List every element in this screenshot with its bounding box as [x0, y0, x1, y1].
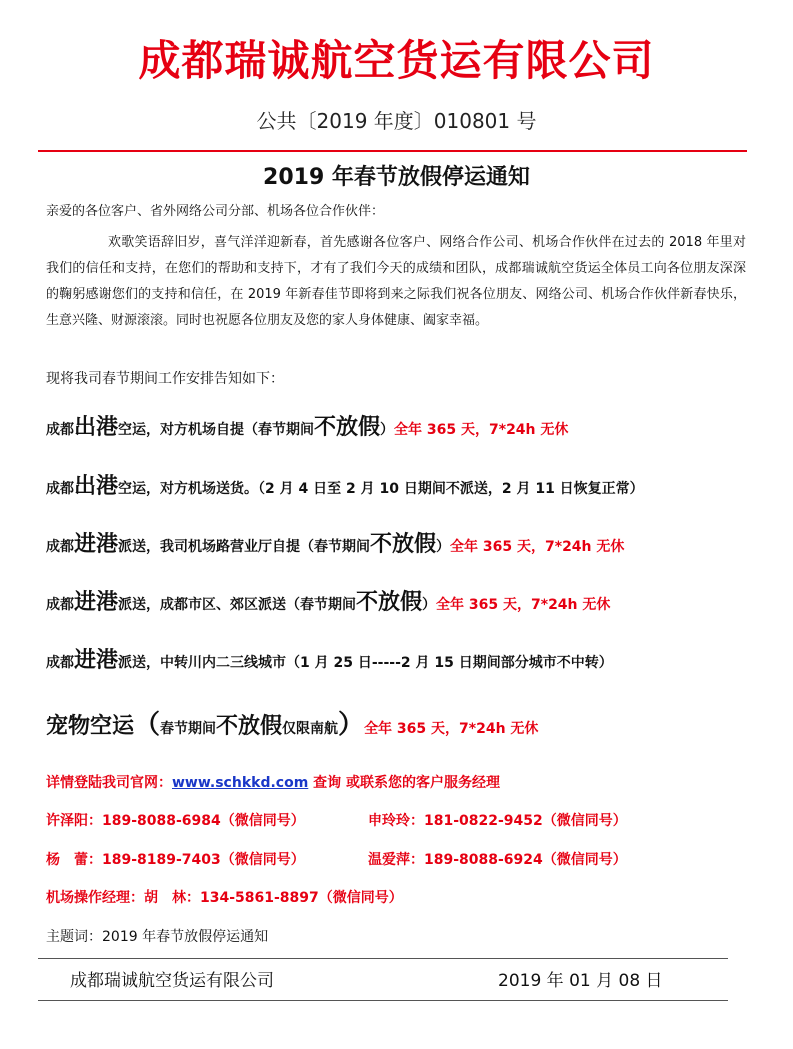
- website-link[interactable]: www.schkkd.com: [172, 775, 309, 791]
- pet-service-line: 宠物空运（春节期间不放假仅限南航）全年 365 天，7*24h 无休: [46, 710, 539, 740]
- service-hours: 全年 365 天，7*24h 无休: [450, 539, 625, 555]
- footer-company: 成都瑞诚航空货运有限公司: [70, 971, 274, 991]
- service-line: 成都进港派送，中转川内二三线城市（1 月 25 日-----2 月 15 日期间部分城市不中转）: [46, 648, 613, 673]
- contact-entry: 温爱萍：189-8088-6924（微信同号）: [368, 852, 627, 868]
- arrangement-intro: 现将我司春节期间工作安排告知如下：: [46, 371, 284, 387]
- footer-date: 2019 年 01 月 08 日: [498, 971, 663, 991]
- service-hours: 全年 365 天，7*24h 无休: [436, 597, 611, 613]
- contact-entry: 许泽阳：189-8088-6984（微信同号）: [46, 813, 305, 829]
- contact-row: [46, 810, 627, 830]
- contact-entry: 杨 蕾：189-8189-7403（微信同号）: [46, 852, 305, 868]
- header-divider: [38, 150, 747, 152]
- footer-divider-bottom: [38, 1000, 728, 1001]
- service-line: 成都进港派送，成都市区、郊区派送（春节期间不放假）全年 365 天，7*24h 无休: [46, 590, 611, 615]
- document-number: 公共〔2019 年度〕010801 号: [256, 109, 537, 133]
- service-hours: 全年 365 天，7*24h 无休: [364, 721, 539, 737]
- service-line: 成都出港空运，对方机场自提（春节期间不放假）全年 365 天，7*24h 无休: [46, 415, 569, 440]
- body-paragraph: 欢歌笑语辞旧岁，喜气洋洋迎新春，首先感谢各位客户、网络合作公司、机场合作伙伴在过去的 2018 年里对我们的信任和支持，在您们的帮助和支持下，才有了我们今天的成绩和团队，成都瑞诚航空货运全体员工向各位朋友深深的鞠躬感谢您们的支持和信任，在 2019 年新春佳节即将到来之际我们祝各位朋友、网络公司、机场合作伙伴新春快乐，生意兴隆、财源滚滚。同时也祝愿各位朋友及您的家人身体健康、阖家幸福。: [46, 235, 746, 328]
- website-line: 详情登陆我司官网：www.schkkd.com 查询 或联系您的客户服务经理: [46, 775, 501, 791]
- subject-keywords: 主题词：2019 年春节放假停运通知: [46, 929, 269, 945]
- company-title: 成都瑞诚航空货运有限公司: [138, 36, 655, 85]
- contact-row: [46, 849, 627, 869]
- greeting: 亲爱的各位客户、省外网络公司分部、机场各位合作伙伴：: [46, 204, 385, 219]
- airport-manager-contact: 机场操作经理：胡 林：134-5861-8897（微信同号）: [46, 890, 403, 906]
- contact-entry: 申玲玲：181-0822-9452（微信同号）: [368, 813, 627, 829]
- service-hours: 全年 365 天，7*24h 无休: [394, 422, 569, 438]
- service-line: 成都进港派送，我司机场路营业厅自提（春节期间不放假）全年 365 天，7*24h 无休: [46, 532, 625, 557]
- footer-divider-top: [38, 958, 728, 959]
- notice-title: 2019 年春节放假停运通知: [263, 165, 530, 190]
- service-line: 成都出港空运，对方机场送货。（2 月 4 日至 2 月 10 日期间不派送，2 月 11 日恢复正常）: [46, 474, 644, 499]
